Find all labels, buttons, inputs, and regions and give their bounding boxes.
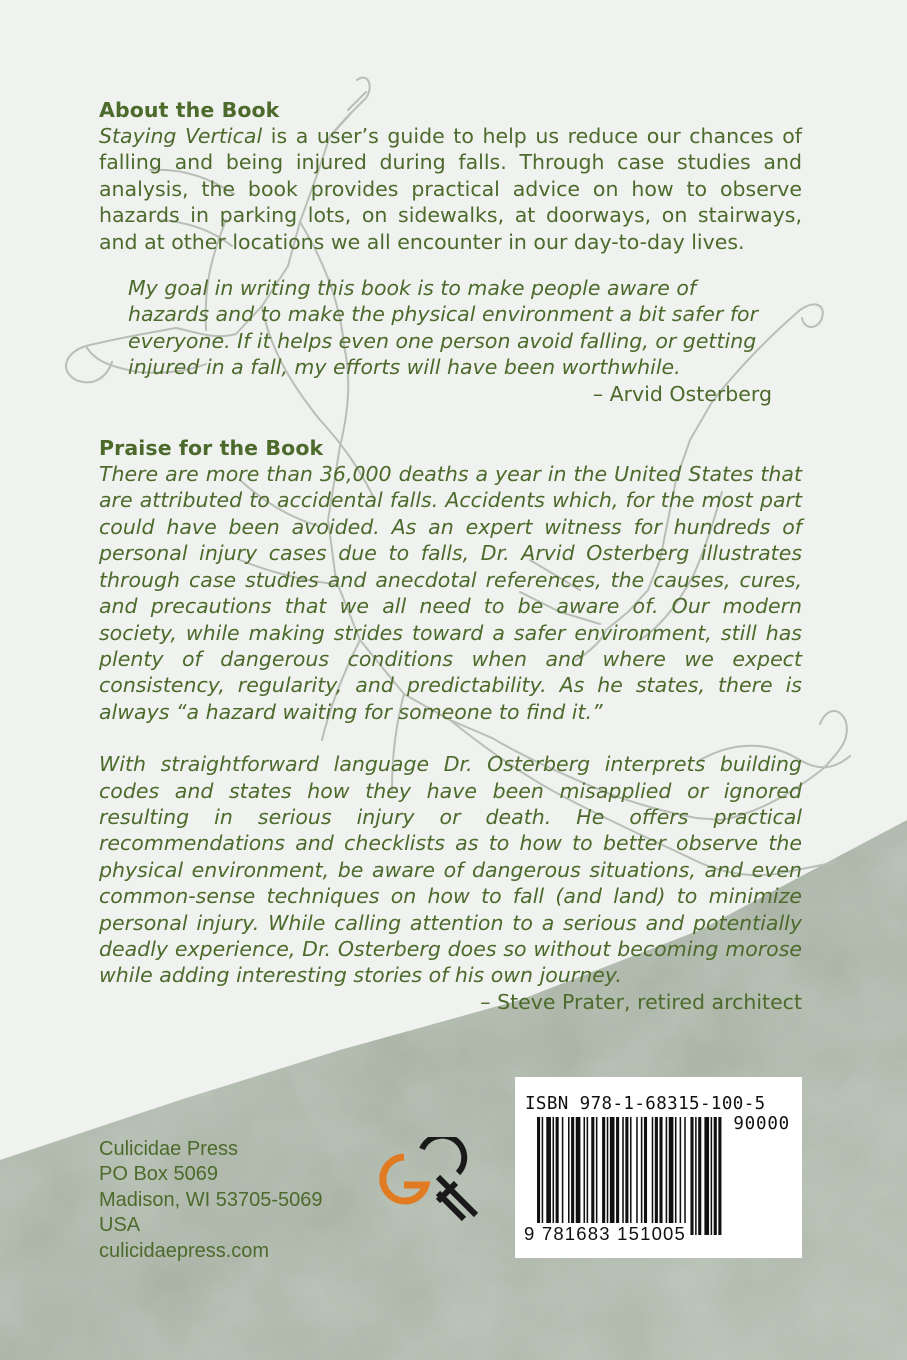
barcode-bar — [568, 1117, 570, 1235]
barcode-bar — [576, 1117, 581, 1235]
praise-heading: Praise for the Book — [99, 436, 324, 461]
barcode-bar — [684, 1117, 686, 1235]
book-title: Staying Vertical — [99, 124, 263, 148]
barcode-bar — [587, 1117, 589, 1235]
isbn-label: ISBN 978-1-68315-100-5 — [525, 1094, 766, 1114]
barcode-bar — [636, 1117, 638, 1235]
publisher-country: USA — [99, 1214, 141, 1237]
barcode-bar — [571, 1117, 574, 1235]
publisher-website[interactable]: culicidaepress.com — [99, 1239, 270, 1262]
barcode-bar — [690, 1117, 693, 1235]
about-description — [99, 123, 802, 255]
barcode-bar — [584, 1117, 586, 1235]
barcode-bar — [698, 1117, 701, 1235]
barcode-bar — [616, 1117, 619, 1235]
praise-paragraph-2: With straightforward language Dr. Osterberg interprets building codes and states how they have been misapplied or ignored resulting in serious injury or death. He offers practical recommendations and checklists as to how to better observe the physical environment, be aware of dangerous situations, and even common-sense techniques on how to fall (and land) to minimize personal injury. While calling attention to a serious and potentially deadly experience, Dr. Osterberg does so without becoming morose while adding interesting stories of his own journey. — [99, 752, 802, 988]
barcode-bar — [659, 1117, 662, 1235]
barcode-bar — [630, 1117, 632, 1235]
barcode-bar — [622, 1117, 624, 1235]
barcode-bar — [652, 1117, 654, 1235]
barcode-bar — [591, 1117, 594, 1235]
barcode-bar — [537, 1117, 540, 1235]
publisher-city: Madison, WI 53705-5069 — [99, 1188, 323, 1211]
back-cover-text — [99, 97, 802, 1015]
author-quote-text: My goal in writing this book is to make people aware of hazards and to make the physical environment a bit safer for everyone. If it helps even one person avoid falling, or getting injured in a fall, my efforts will have been worthwhile. — [128, 276, 759, 380]
barcode-bar — [644, 1117, 647, 1235]
barcode-bar — [610, 1117, 615, 1235]
barcode-bar — [562, 1117, 564, 1235]
barcode-bar — [553, 1117, 555, 1235]
barcode-bars — [537, 1117, 787, 1235]
barcode-bar — [625, 1117, 628, 1235]
isbn-barcode — [515, 1077, 802, 1258]
publisher-name: Culicidae Press — [99, 1138, 238, 1160]
reviewer-attribution: – Steve Prater, retired architect — [480, 989, 802, 1014]
barcode-bar — [607, 1117, 609, 1235]
barcode-bar — [669, 1117, 674, 1235]
author-attribution: – Arvid Osterberg — [592, 381, 772, 406]
culicidae-press-logo-icon — [378, 1137, 478, 1237]
barcode-bar — [596, 1117, 598, 1235]
about-text: is a user’s guide to help us reduce our chances of falling and being injured during falls. Through case studies and analysis, the book provides practical advice on how to observe hazards in parking lots, on sidewalks, at doorways, on stairways, and at other locations we all encounter in our day-to-day lives. — [99, 124, 802, 254]
price-code: 90000 — [733, 1114, 790, 1134]
about-heading: About the Book — [99, 98, 280, 122]
barcode-bar — [556, 1117, 559, 1235]
barcode-bar — [602, 1117, 605, 1235]
barcode-bar — [675, 1117, 677, 1235]
barcode-bar — [666, 1117, 668, 1235]
publisher-address — [99, 1137, 322, 1264]
barcode-bar — [546, 1117, 551, 1235]
barcode-bar — [542, 1117, 544, 1235]
author-quote — [128, 275, 772, 407]
praise-section — [99, 435, 802, 1015]
barcode-bar — [704, 1117, 709, 1235]
publisher-po-box: PO Box 5069 — [99, 1163, 218, 1186]
ean-number: 9 781683 151005 — [524, 1223, 687, 1244]
barcode-bar — [718, 1117, 721, 1235]
barcode-bar — [655, 1117, 658, 1235]
barcode-bar — [695, 1117, 697, 1235]
barcode-bar — [714, 1117, 717, 1235]
barcode-bar — [711, 1117, 713, 1235]
barcode-bar — [641, 1117, 643, 1235]
barcode-bar — [680, 1117, 682, 1235]
praise-paragraph-1: There are more than 36,000 deaths a year in the United States that are attributed to accidental falls. Accidents which, for the most part could have been avoided. As an expert witness for hundreds of personal injury cases due to falls, Dr. Arvid Osterberg illustrates through case studies and anecdotal references, the causes, cures, and precautions that we all need to be aware of. Our modern society, while making strides toward a safer environment, still has plenty of dangerous conditions when and where we expect consistency, regularity, and predictability. As he states, there is always “a hazard waiting for someone to find it.” — [99, 462, 802, 724]
